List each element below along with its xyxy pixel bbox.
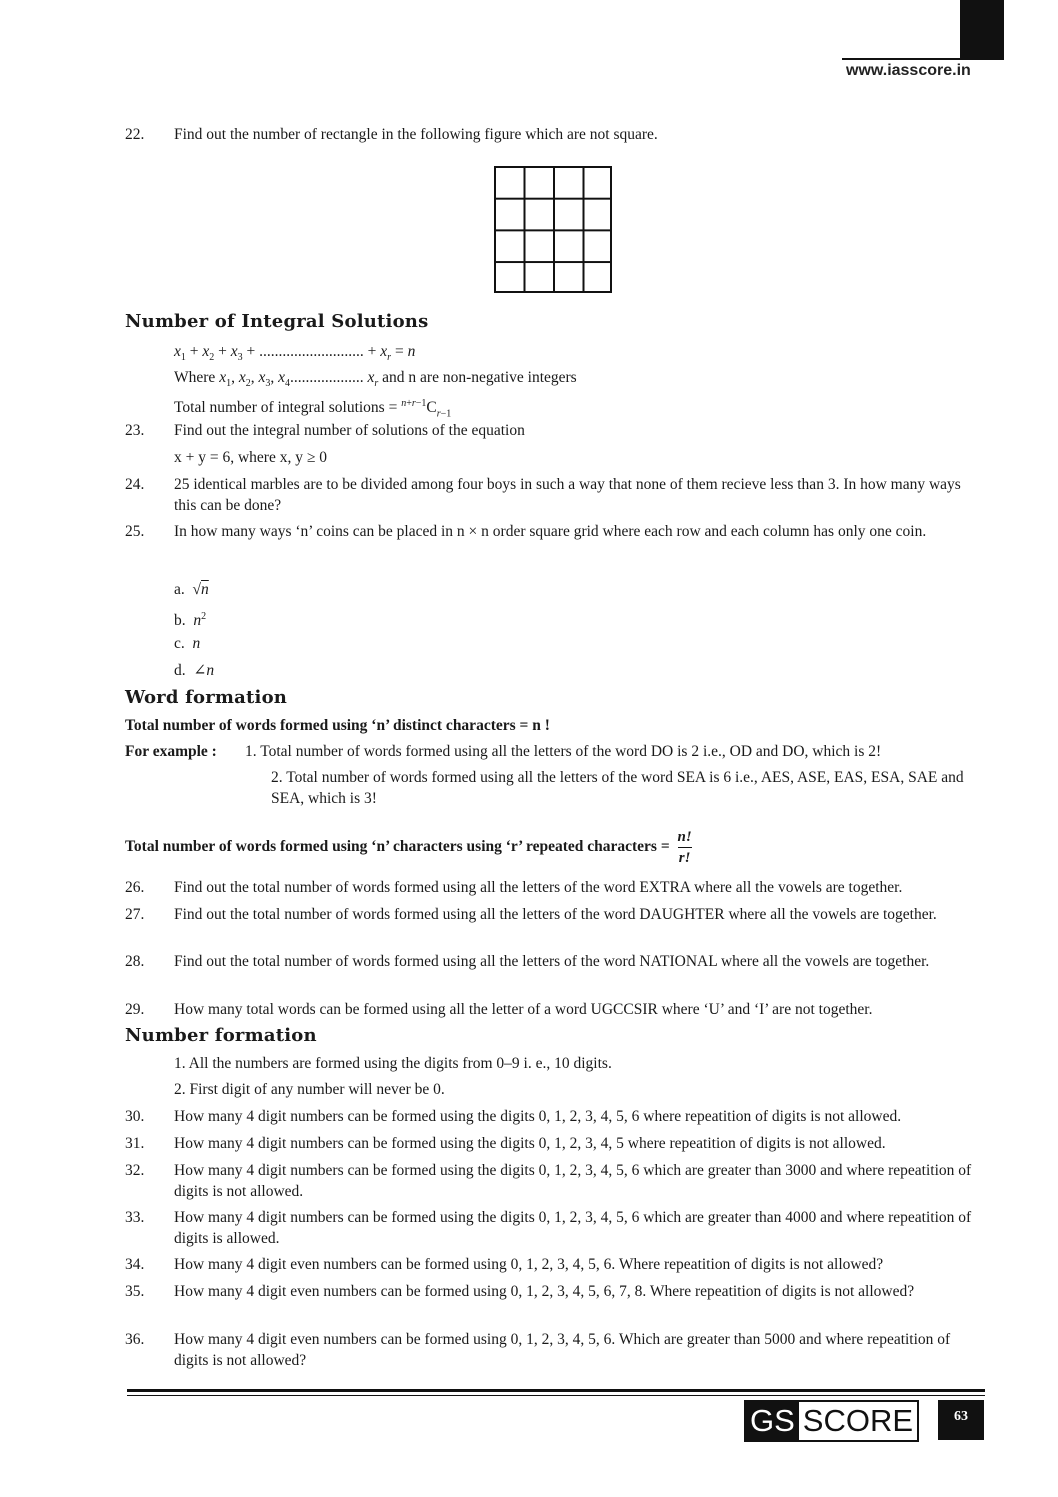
- word-rule-1-text: Total number of words formed using ‘n’ distinct characters = n !: [125, 717, 550, 734]
- number-point-1: 1. All the numbers are formed using the digits from 0–9 i. e., 10 digits.: [174, 1055, 612, 1072]
- question-25: [125, 521, 985, 542]
- question-text: How many 4 digit even numbers can be formed using 0, 1, 2, 3, 4, 5, 6. Which are greater than 5000 and where repeatition of digits is not allowed?: [174, 1331, 951, 1369]
- site-url[interactable]: www.iasscore.in: [846, 62, 971, 79]
- section-heading-word: Word formation: [125, 687, 288, 708]
- question-32: [125, 1160, 985, 1202]
- question-number: 23.: [125, 422, 145, 439]
- question-text: Find out the integral number of solutions of the equation: [174, 422, 525, 439]
- question-number: 22.: [125, 126, 145, 143]
- top-bar: [960, 0, 1004, 60]
- question-number: 29.: [125, 1001, 145, 1018]
- option-c: c. n: [174, 635, 201, 652]
- footer-rule-thin: [127, 1395, 985, 1396]
- page-number: 63: [938, 1400, 984, 1440]
- option-a: a. √n: [174, 581, 209, 598]
- integral-where-tail: and n are non-negative integers: [382, 369, 577, 386]
- footer-rule-thick: [127, 1389, 985, 1392]
- question-text: How many 4 digit even numbers can be formed using 0, 1, 2, 3, 4, 5, 6, 7, 8. Where repeatition of digits is not allowed?: [174, 1283, 915, 1300]
- question-number: 28.: [125, 953, 145, 970]
- question-number: 27.: [125, 906, 145, 923]
- question-number: 24.: [125, 476, 145, 493]
- integral-equation: $x_1 + x_2 + x_3$ + ........................... + $x_r = n$: [174, 343, 416, 364]
- question-number: 26.: [125, 879, 145, 896]
- integral-total: Total number of integral solutions = $^{n+r-1}C_{r-1}$: [174, 398, 452, 420]
- header-rule: [842, 58, 1004, 60]
- word-rule-2-text: Total number of words formed using ‘n’ characters using ‘r’ repeated characters =: [125, 838, 670, 856]
- fraction-numerator: n!: [677, 829, 692, 845]
- word-rule-2: [125, 828, 985, 867]
- question-33: [125, 1207, 985, 1249]
- rectangle-grid-figure: [494, 166, 612, 293]
- question-30: [125, 1106, 985, 1127]
- logo-score: SCORE: [799, 1402, 917, 1440]
- option-label: a.: [174, 581, 185, 598]
- fraction-denominator: r!: [678, 850, 691, 866]
- section-heading-number: Number formation: [125, 1025, 317, 1046]
- question-24: [125, 474, 985, 516]
- question-text: Find out the total number of words formed using all the letters of the word EXTRA where all the vowels are together.: [174, 879, 903, 896]
- question-number: 36.: [125, 1331, 145, 1348]
- word-example-1: [125, 741, 985, 762]
- question-text: How many 4 digit numbers can be formed using the digits 0, 1, 2, 3, 4, 5, 6 which are greater than 4000 and where repeatition of digits is allowed.: [174, 1209, 972, 1247]
- question-34: [125, 1254, 985, 1275]
- option-label: b.: [174, 612, 186, 630]
- option-b: b. $n^2$: [174, 611, 207, 630]
- integral-total-label: Total number of integral solutions =: [174, 399, 398, 417]
- example-2-text: 2. Total number of words formed using all the letters of the word SEA is 6 i.e., AES, ASE, EAS, ESA, SAE and SEA, which is 3!: [271, 769, 964, 807]
- option-label: c.: [174, 635, 185, 652]
- question-text: How many 4 digit numbers can be formed using the digits 0, 1, 2, 3, 4, 5 where repeatition of digits is not allowed.: [174, 1135, 886, 1152]
- question-text: Find out the number of rectangle in the following figure which are not square.: [174, 126, 658, 143]
- question-28: [125, 951, 985, 972]
- question-number: 32.: [125, 1162, 145, 1179]
- q23-equation: x + y = 6, where x, y ≥ 0: [174, 449, 327, 466]
- word-rule-1: [125, 715, 985, 736]
- question-29: [125, 999, 985, 1020]
- question-31: [125, 1133, 985, 1154]
- question-36: [125, 1329, 985, 1371]
- example-label: For example :: [125, 743, 217, 760]
- question-22: [125, 124, 985, 145]
- section-heading-integral: Number of Integral Solutions: [125, 311, 429, 332]
- question-number: 30.: [125, 1108, 145, 1125]
- question-text: 25 identical marbles are to be divided among four boys in such a way that none of them recieve less than 3. In how many ways this can be done?: [174, 476, 961, 514]
- question-number: 33.: [125, 1209, 145, 1226]
- fraction-bar: [678, 847, 692, 848]
- question-number: 31.: [125, 1135, 145, 1152]
- question-number: 35.: [125, 1283, 145, 1300]
- question-23: [125, 420, 985, 441]
- number-point-2: 2. First digit of any number will never be 0.: [174, 1081, 445, 1098]
- logo-gs: GS: [746, 1402, 799, 1440]
- question-35: [125, 1281, 985, 1302]
- option-d: d. ∠n: [174, 662, 215, 679]
- fraction-n-over-r: [678, 828, 692, 867]
- question-text: How many 4 digit even numbers can be formed using 0, 1, 2, 3, 4, 5, 6. Where repeatition of digits is not allowed?: [174, 1256, 884, 1273]
- option-label: d.: [174, 662, 186, 679]
- question-text: How many total words can be formed using all the letter of a word UGCCSIR where ‘U’ and ‘I’ are not together.: [174, 1001, 873, 1018]
- question-27: [125, 904, 985, 925]
- question-text: How many 4 digit numbers can be formed using the digits 0, 1, 2, 3, 4, 5, 6 where repeatition of digits is not allowed.: [174, 1108, 902, 1125]
- question-number: 25.: [125, 523, 145, 540]
- question-text: How many 4 digit numbers can be formed using the digits 0, 1, 2, 3, 4, 5, 6 which are greater than 3000 and where repeatition of digits is not allowed.: [174, 1162, 972, 1200]
- question-text: Find out the total number of words formed using all the letters of the word NATIONAL where all the vowels are together.: [174, 953, 930, 970]
- word-example-2: [271, 767, 985, 809]
- example-1-text: 1. Total number of words formed using all the letters of the word DO is 2 i.e., OD and DO, which is 2!: [245, 743, 882, 760]
- question-text: In how many ways ‘n’ coins can be placed in n × n order square grid where each row and each column has only one coin.: [174, 523, 927, 540]
- question-number: 34.: [125, 1256, 145, 1273]
- question-26: [125, 877, 985, 898]
- integral-where: Where $x_1$, $x_2$, $x_3$, $x_4$................... $x_r$ and n are non-negative integers: [174, 369, 577, 390]
- question-text: Find out the total number of words formed using all the letters of the word DAUGHTER where all the vowels are together.: [174, 906, 937, 923]
- gs-score-logo: [744, 1400, 919, 1442]
